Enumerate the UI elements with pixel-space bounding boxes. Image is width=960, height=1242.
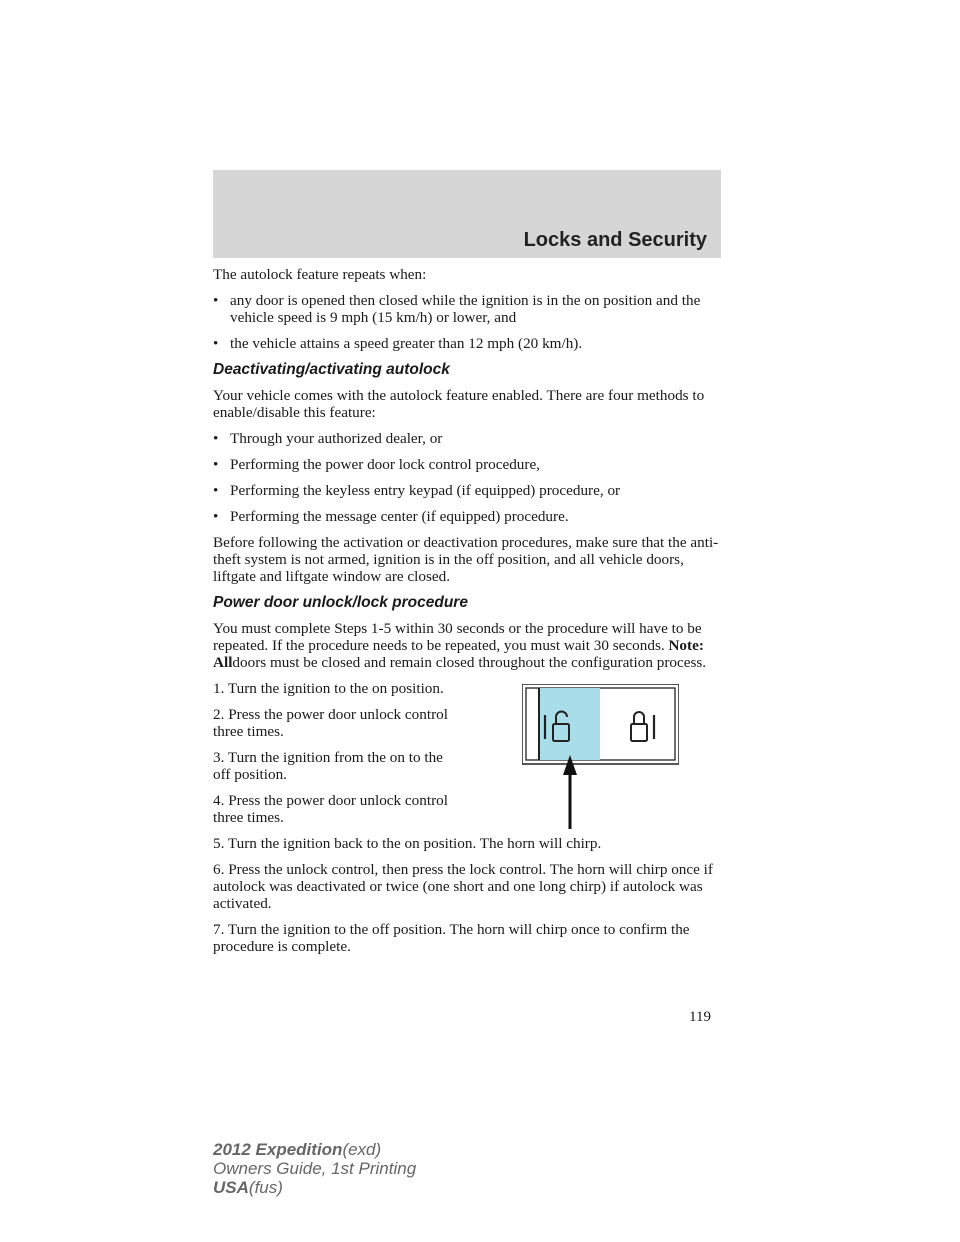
- body-paragraph: Your vehicle comes with the autolock feature enabled. There are four methods to enable/disable this feature:: [213, 387, 705, 421]
- bullet-icon: •: [213, 292, 219, 309]
- step-item: 2. Press the power door unlock control three times.: [213, 706, 448, 740]
- step-item: 6. Press the unlock control, then press the lock control. The horn will chirp once if autolock was deactivated or twice (one short and one long chirp) if autolock was activated.: [213, 861, 713, 912]
- page-content: [213, 266, 723, 964]
- list-item: • Through your authorized dealer, or: [213, 430, 443, 447]
- section-heading: Deactivating/activating autolock: [213, 361, 450, 378]
- step-item: 7. Turn the ignition to the off position. The horn will chirp once to confirm the procedure is complete.: [213, 921, 690, 955]
- bullet-icon: •: [213, 482, 219, 499]
- section-header-band: [213, 170, 721, 258]
- section-heading: Power door unlock/lock procedure: [213, 594, 468, 611]
- footer-line: Owners Guide, 1st Printing: [213, 1159, 417, 1178]
- step-item: 4. Press the power door unlock control three times.: [213, 792, 448, 826]
- door-lock-switch-illustration: [522, 684, 679, 830]
- bullet-icon: •: [213, 335, 219, 352]
- bullet-icon: •: [213, 430, 219, 447]
- note-label: Note: All: [213, 637, 704, 671]
- step-item: 1. Turn the ignition to the on position.: [213, 680, 444, 697]
- document-footer: [213, 1140, 416, 1197]
- list-item: • Performing the keyless entry keypad (if equipped) procedure, or: [213, 482, 621, 499]
- step-item: 5. Turn the ignition back to the on position. The horn will chirp.: [213, 835, 602, 852]
- body-paragraph: Before following the activation or deactivation procedures, make sure that the anti-theft system is not armed, ignition is in the off position, and all vehicle doors, liftgate and liftgate window are closed.: [213, 534, 719, 585]
- list-item: • any door is opened then closed while the ignition is in the on position and the vehicle speed is 9 mph (15 km/h) or lower, and: [213, 292, 701, 326]
- body-paragraph: You must complete Steps 1-5 within 30 seconds or the procedure will have to be repeated. If the procedure needs to be repeated, you must wait 30 seconds. Note: Alldoors must be closed and remain closed throughout the configuration process.: [213, 620, 707, 671]
- section-title: Locks and Security: [523, 229, 707, 251]
- bullet-icon: •: [213, 508, 219, 525]
- step-item: 3. Turn the ignition from the on to the off position.: [213, 749, 443, 783]
- footer-line: 2012 Expedition(exd): [213, 1140, 382, 1159]
- bullet-icon: •: [213, 456, 219, 473]
- steps-list: [213, 680, 453, 826]
- list-item: • Performing the power door lock control procedure,: [213, 456, 540, 473]
- list-item: • Performing the message center (if equipped) procedure.: [213, 508, 569, 525]
- arrow-up-icon: [563, 755, 577, 829]
- page-number: 119: [689, 1009, 711, 1025]
- intro-paragraph: The autolock feature repeats when:: [213, 266, 427, 283]
- steps-with-figure: [213, 680, 723, 826]
- list-item: • the vehicle attains a speed greater than 12 mph (20 km/h).: [213, 335, 583, 352]
- footer-line: USA(fus): [213, 1178, 283, 1197]
